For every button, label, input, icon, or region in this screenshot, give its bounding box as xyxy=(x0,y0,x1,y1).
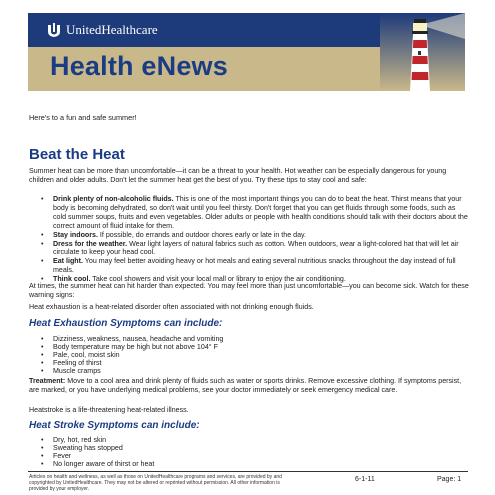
lighthouse-icon xyxy=(380,13,465,91)
tip-text: This is one of the most important things you can do to beat the heat. Thirst means that your body is becoming dehydrated, so don't wait until you feel thirsty. Don't forget that you can get fluids through some foods, such as cold summer soups, fruits and even vegetables. Older adults or people with health conditions should talk with their doctors about the correct amount of fluid intake for them. xyxy=(53,195,468,230)
page-number: Page: 1 xyxy=(437,476,462,483)
list-item xyxy=(41,195,469,231)
exhaustion-symptoms-heading: Heat Exhaustion Symptoms can include: xyxy=(29,318,223,329)
tip-title: Dress for the weather. xyxy=(53,239,128,248)
list-item xyxy=(41,231,469,240)
list-item: • Body temperature may be high but not above 104° F xyxy=(41,343,461,351)
tips-list xyxy=(41,195,469,284)
list-item: • Pale, cool, moist skin xyxy=(41,351,461,359)
list-item xyxy=(41,257,469,275)
warning-paragraph: At times, the summer heat can hit harder than expected. You may feel more than just uncomfortable—you can become sick. Watch for these warning signs: xyxy=(29,282,469,299)
tip-text: Wear light layers of natural fabrics such as cotton. When outdoors, wear a light-colored hat that will let air circulate to keep your head cool. xyxy=(53,239,459,257)
list-item: • Fever xyxy=(41,452,461,460)
list-item xyxy=(41,240,469,258)
tip-text: If possible, do errands and outdoor chores early or late in the day. xyxy=(97,230,307,239)
newsletter-title: Health eNews xyxy=(50,51,228,81)
footer-date: 6-1-11 xyxy=(355,476,375,483)
heatstroke-definition: Heatstroke is a life-threatening heat-related illness. xyxy=(29,406,189,414)
exhaustion-symptoms-list xyxy=(41,335,461,375)
stroke-symptoms-heading: Heat Stroke Symptoms can include: xyxy=(29,420,200,431)
treatment-text: Move to a cool area and drink plenty of fluids such as water or sports drinks. Remove excessive clothing. If symptoms persist, are marked, or you have underlying medical problems, see your doctor immediately or seek emergency medical care. xyxy=(29,377,462,394)
list-item: • Dizziness, weakness, nausea, headache and vomiting xyxy=(41,335,461,343)
list-item: • No longer aware of thirst or heat xyxy=(41,460,461,468)
tip-title: Think cool. xyxy=(53,275,91,284)
tip-text: You may feel better avoiding heavy or hot meals and eating several nutritious snacks throughout the day instead of full meals. xyxy=(53,257,456,275)
tip-title: Eat light. xyxy=(53,257,83,266)
footer-divider xyxy=(28,471,468,472)
list-item: • Muscle cramps xyxy=(41,367,461,375)
exhaustion-definition: Heat exhaustion is a heat-related disorder often associated with not drinking enough fluids. xyxy=(29,303,314,311)
stroke-symptoms-list xyxy=(41,436,461,468)
list-item: • Feeling of thirst xyxy=(41,359,461,367)
unitedhealthcare-logo xyxy=(46,22,158,38)
section-heading: Beat the Heat xyxy=(29,146,125,163)
tip-title: Stay indoors. xyxy=(53,230,98,239)
tip-title: Drink plenty of non-alcoholic fluids. xyxy=(53,195,174,203)
lead-paragraph: Summer heat can be more than uncomfortable—it can be a threat to your health. Hot weather can be especially dangerous for young children and older adults. Don't let the summer heat get the best of you. Try these tips to stay cool and safe: xyxy=(29,167,447,184)
tip-text: Take cool showers and visit your local mall or library to enjoy the air conditioning. xyxy=(90,275,346,284)
treatment-label: Treatment: xyxy=(29,377,66,385)
newsletter-header xyxy=(28,13,465,91)
list-item: • Dry, hot, red skin xyxy=(41,436,461,444)
treatment-paragraph xyxy=(29,377,469,395)
unitedhealthcare-logo-icon xyxy=(46,22,62,38)
intro-text: Here's to a fun and safe summer! xyxy=(29,113,137,122)
list-item: • Sweating has stopped xyxy=(41,444,461,452)
brand-name: UnitedHealthcare xyxy=(66,22,158,37)
footer-disclaimer: Articles on health and wellness, as well as those on UnitedHealthcare programs and services, are provided by and copyrighted by UnitedHealthcare. They may not be altered or reprinted without permission. All other information is provided by your employer. xyxy=(29,474,282,492)
